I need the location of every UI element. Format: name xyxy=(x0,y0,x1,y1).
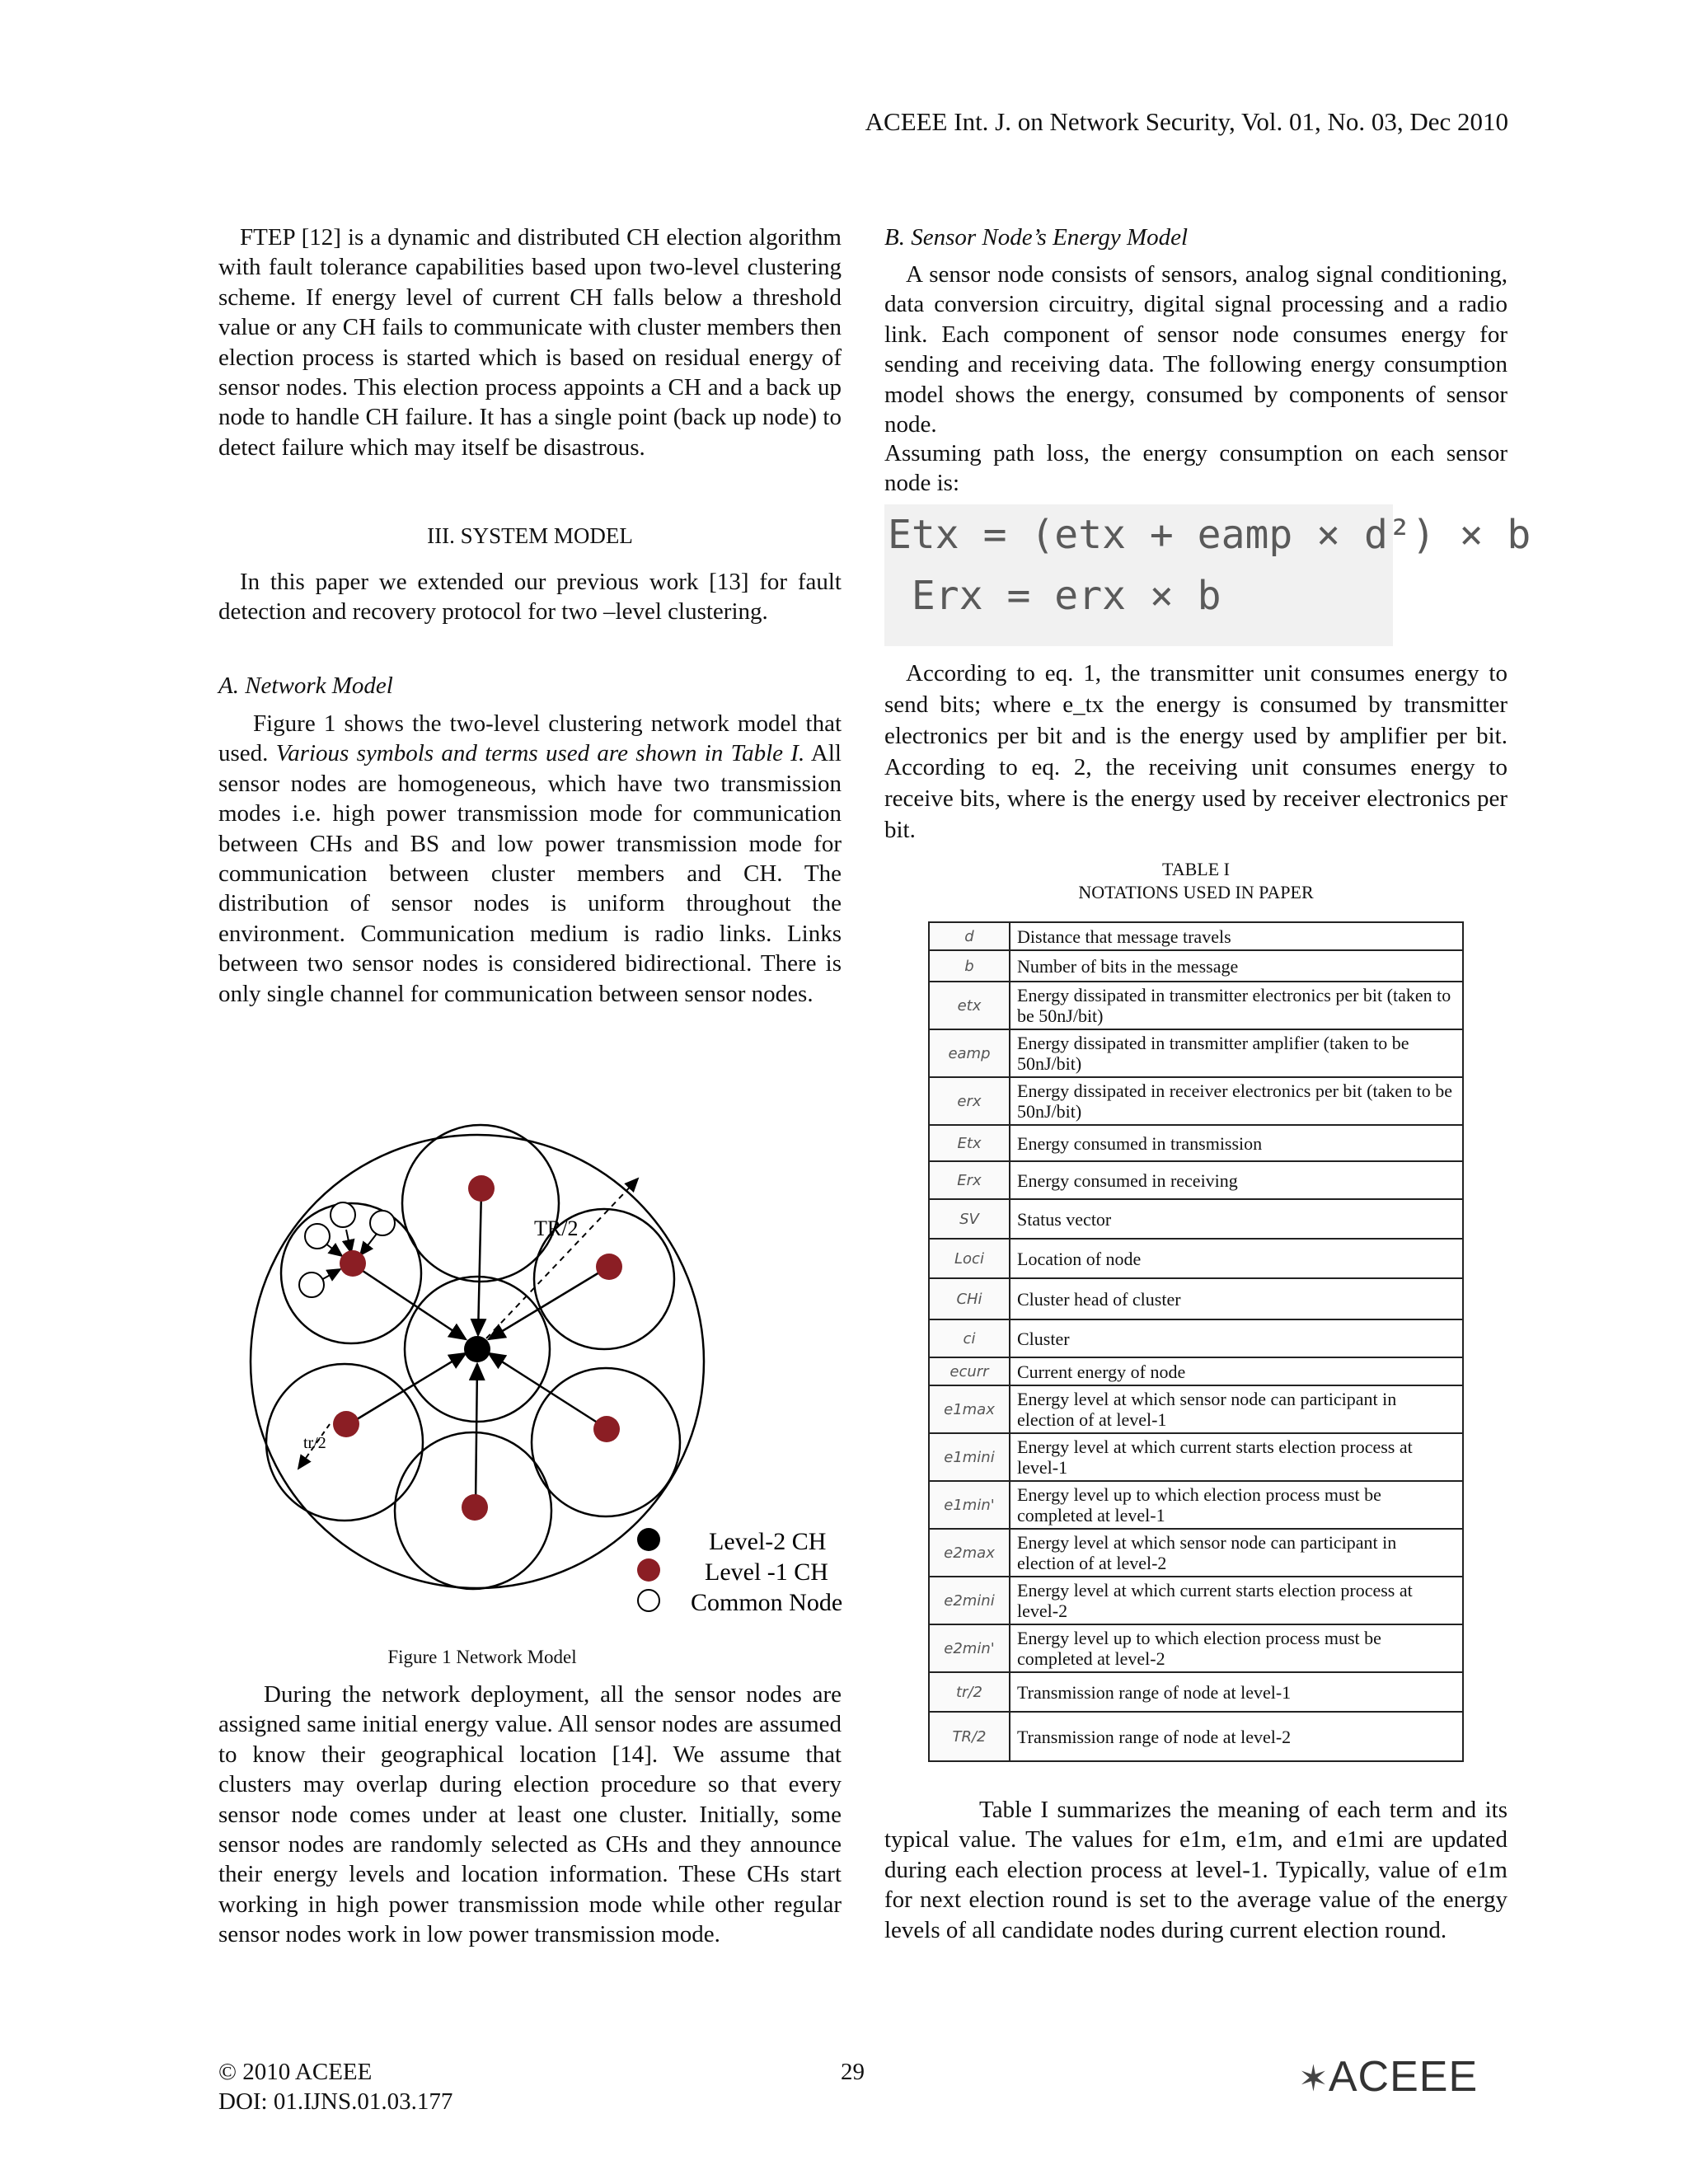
table-row xyxy=(929,982,1463,1029)
footer-copyright: © 2010 ACEEE xyxy=(218,2059,373,2085)
legend-level-1-label: Level -1 CH xyxy=(705,1558,828,1586)
level-2-ch-node xyxy=(464,1336,490,1362)
table-description: Number of bits in the message xyxy=(1010,950,1463,982)
table-description: Status vector xyxy=(1010,1199,1463,1239)
table-description: Energy dissipated in receiver electronics per bit (taken to be 50nJ/bit) xyxy=(1010,1077,1463,1125)
equation-tx: Etx = (etx + eamp × d²) × b xyxy=(888,512,1531,558)
cluster-circle-lower-right xyxy=(532,1368,680,1516)
level-1-ch-node xyxy=(333,1411,359,1437)
level-1-ch-node xyxy=(596,1254,622,1280)
table-row xyxy=(929,1161,1463,1199)
table-description: Cluster head of cluster xyxy=(1010,1278,1463,1319)
left-paragraph-2: In this paper we extended our previous work [13] for fault detection and recovery protocol for two –level clustering. xyxy=(218,569,842,626)
running-header: ACEEE Int. J. on Network Security, Vol. 01, No. 03, Dec 2010 xyxy=(865,107,1508,136)
table-row xyxy=(929,1319,1463,1357)
table-row xyxy=(929,1278,1463,1319)
table-description: Energy level up to which election process must be completed at level-1 xyxy=(1010,1481,1463,1529)
left-paragraph-4: During the network deployment, all the sensor nodes are assigned same initial energy value. All sensor nodes are assumed to know their geographical location [14]. We assume that clusters may overlap during election procedure so that every sensor node comes under at least one cluster. Initially, some sensor nodes are randomly selected as CHs and they announce their energy levels and location information. These CHs start working in high power transmission mode while other regular sensor nodes work in low power transmission mode. xyxy=(218,1681,842,1948)
table-title: TABLE I xyxy=(1162,859,1230,879)
left-paragraph-1: FTEP [12] is a dynamic and distributed CH election algorithm with fault tolerance capabilities based upon two-level clustering scheme. If energy level of current CH falls below a threshold value or any CH fails to communicate with cluster members then election process is started which is based on residual energy of sensor nodes. This election process appoints a CH and a back up node to handle CH failure. It has a single point (back up node) to detect failure which may itself be disastrous. xyxy=(218,224,842,461)
table-symbol: e1max xyxy=(929,1385,1010,1433)
energy-equation-image xyxy=(884,504,1531,646)
table-symbol: TR/2 xyxy=(929,1712,1010,1761)
legend-common-icon xyxy=(638,1590,659,1611)
table-symbol: e1mini xyxy=(929,1433,1010,1481)
table-description: Cluster xyxy=(1010,1319,1463,1357)
table-symbol: eamp xyxy=(929,1029,1010,1077)
table-row xyxy=(929,1672,1463,1712)
level-1-ch-node xyxy=(593,1416,620,1442)
table-symbol: e2min' xyxy=(929,1624,1010,1672)
table-symbol: d xyxy=(929,922,1010,950)
table-row xyxy=(929,1481,1463,1529)
level-1-ch-node xyxy=(468,1175,495,1202)
table-row xyxy=(929,1624,1463,1672)
table-row xyxy=(929,1239,1463,1278)
label-TR-2: TR/2 xyxy=(534,1216,579,1240)
left-paragraph-3: Figure 1 shows the two-level clustering network model that used. Various symbols and terms used are shown in Table I. All sensor nodes are homogeneous, which have two transmission modes i.e. high power transmission mode for communication between CHs and BS and low power transmission mode for communication between cluster members and CH. The distribution of sensor nodes is uniform throughout the environment. Communication medium is radio links. Links between two sensor nodes is considered bidirectional. There is only single channel for communication between sensor nodes. xyxy=(218,710,842,1007)
legend-common-label: Common Node xyxy=(691,1589,843,1616)
table-description: Energy level up to which election process must be completed at level-2 xyxy=(1010,1624,1463,1672)
table-description: Energy consumed in transmission xyxy=(1010,1125,1463,1161)
table-description: Energy consumed in receiving xyxy=(1010,1161,1463,1199)
table-row xyxy=(929,950,1463,982)
table-symbol: b xyxy=(929,950,1010,982)
common-node xyxy=(305,1224,330,1249)
table-row xyxy=(929,1385,1463,1433)
table-description: Energy level at which sensor node can participant in election of at level-2 xyxy=(1010,1529,1463,1577)
table-row xyxy=(929,1125,1463,1161)
table-symbol: SV xyxy=(929,1199,1010,1239)
common-node xyxy=(331,1202,355,1227)
right-paragraph-3: According to eq. 1, the transmitter unit consumes energy to send bits; where e_tx the energy is consumed by transmitter electronics per bit and is the energy used by amplifier per bit. According to eq. 2, the receiving unit consumes energy to receive bits, where is the energy used by receiver electronics per bit. xyxy=(884,660,1507,843)
table-symbol: ecurr xyxy=(929,1357,1010,1385)
table-row xyxy=(929,1529,1463,1577)
table-description: Energy level at which current starts election process at level-1 xyxy=(1010,1433,1463,1481)
table-description: Energy dissipated in transmitter amplifier (taken to be 50nJ/bit) xyxy=(1010,1029,1463,1077)
table-row xyxy=(929,1712,1463,1761)
table-description: Energy level at which sensor node can participant in election of at level-1 xyxy=(1010,1385,1463,1433)
section-heading-system-model: III. SYSTEM MODEL xyxy=(427,523,633,548)
legend-level-2-icon xyxy=(637,1528,660,1551)
figure-caption: Figure 1 Network Model xyxy=(387,1647,577,1667)
legend-level-1-icon xyxy=(637,1558,660,1582)
table-symbol: e2max xyxy=(929,1529,1010,1577)
table-description: Energy level at which current starts election process at level-2 xyxy=(1010,1577,1463,1624)
table-subtitle: NOTATIONS USED IN PAPER xyxy=(1078,882,1314,902)
cluster-circle-lower-left xyxy=(266,1364,423,1521)
star-icon: ✶ xyxy=(1298,2059,1329,2099)
right-paragraph-2: Assuming path loss, the energy consumption on each sensor node is: xyxy=(884,440,1507,497)
network-model-figure xyxy=(239,1088,865,1648)
right-paragraph-5: Table I summarizes the meaning of each term and its typical value. The values for e1m, e1m, and e1mi are updated during each election process at level-1. Typically, value of e1m for next election round is set to the average value of the energy levels of all candidate nodes during current election round. xyxy=(884,1797,1507,1943)
table-symbol: etx xyxy=(929,982,1010,1029)
table-symbol: e2mini xyxy=(929,1577,1010,1624)
table-row xyxy=(929,1433,1463,1481)
table-description: Transmission range of node at level-2 xyxy=(1010,1712,1463,1761)
legend-level-2-label: Level-2 CH xyxy=(709,1528,827,1555)
table-description: Transmission range of node at level-1 xyxy=(1010,1672,1463,1712)
table-symbol: e1min' xyxy=(929,1481,1010,1529)
subsection-network-model: A. Network Model xyxy=(218,673,393,699)
table-description: Energy dissipated in transmitter electronics per bit (taken to be 50nJ/bit) xyxy=(1010,982,1463,1029)
table-description: Current energy of node xyxy=(1010,1357,1463,1385)
level-1-ch-node xyxy=(340,1250,366,1277)
subsection-energy-model: B. Sensor Node’s Energy Model xyxy=(884,224,1189,251)
table-row xyxy=(929,1577,1463,1624)
table-symbol: tr/2 xyxy=(929,1672,1010,1712)
table-row xyxy=(929,1077,1463,1125)
level-1-ch-node xyxy=(462,1494,488,1521)
page-number: 29 xyxy=(841,2059,865,2085)
common-node xyxy=(370,1211,395,1235)
table-symbol: CHi xyxy=(929,1278,1010,1319)
aceee-logo: ✶ACEEE xyxy=(1298,2053,1479,2101)
table-symbol: ci xyxy=(929,1319,1010,1357)
table-symbol: erx xyxy=(929,1077,1010,1125)
label-tr-2: tr/2 xyxy=(303,1434,326,1452)
right-paragraph-1: A sensor node consists of sensors, analog signal conditioning, data conversion circuitry, digital signal processing and a radio link. Each component of sensor node consumes energy for sending and receiving data. The following energy consumption model shows the energy, consumed by components of sensor node. xyxy=(884,261,1507,438)
table-row xyxy=(929,1357,1463,1385)
table-symbol: Etx xyxy=(929,1125,1010,1161)
table-row xyxy=(929,922,1463,950)
notation-table xyxy=(928,921,1464,1762)
footer-doi: DOI: 01.IJNS.01.03.177 xyxy=(218,2088,453,2115)
table-row xyxy=(929,1029,1463,1077)
table-description: Location of node xyxy=(1010,1239,1463,1278)
table-description: Distance that message travels xyxy=(1010,922,1463,950)
equation-rx: Erx = erx × b xyxy=(888,573,1221,619)
common-node xyxy=(299,1272,324,1297)
table-symbol: Erx xyxy=(929,1161,1010,1199)
table-row xyxy=(929,1199,1463,1239)
table-symbol: Loci xyxy=(929,1239,1010,1278)
